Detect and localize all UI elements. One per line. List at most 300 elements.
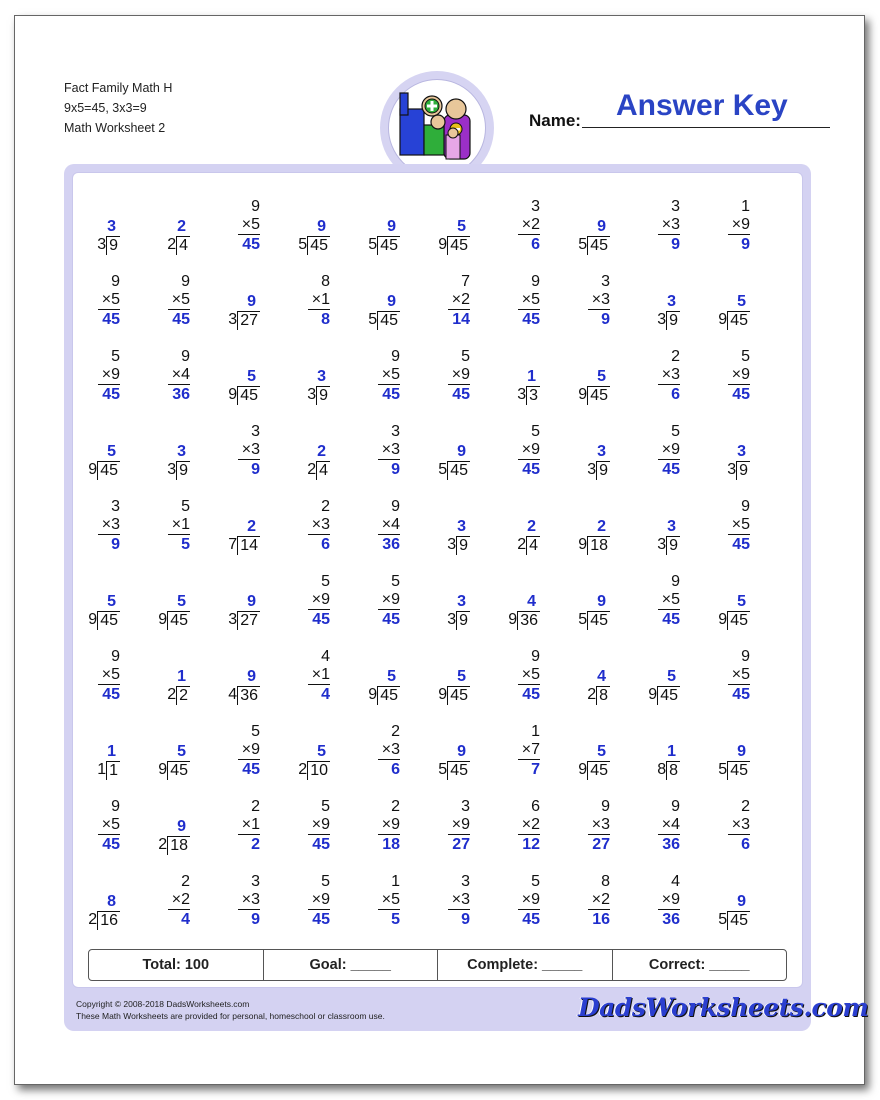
division-bracket [727, 461, 750, 480]
division-problem [566, 648, 626, 718]
product-answer: 4 [181, 911, 190, 928]
division-bracket [517, 536, 540, 555]
factor-bottom: ×3 [308, 516, 330, 535]
multiplication-problem [356, 573, 416, 643]
division-bracket [88, 461, 120, 480]
division-problem [286, 198, 346, 268]
dividend: 45 [377, 311, 400, 330]
product-answer: 27 [592, 836, 610, 853]
division-bracket [648, 686, 680, 705]
dividend: 14 [237, 536, 260, 555]
dividend: 9 [106, 236, 120, 255]
divisor: 9 [578, 761, 588, 778]
product-answer: 45 [452, 386, 470, 403]
multiplication-problem [76, 648, 136, 718]
factor-bottom: ×5 [518, 291, 540, 310]
dividend: 18 [587, 536, 610, 555]
product-answer: 45 [102, 386, 120, 403]
division-problem [76, 423, 136, 493]
dividend: 9 [456, 611, 470, 630]
quotient-answer: 9 [177, 818, 186, 835]
dividend: 45 [657, 686, 680, 705]
quotient-answer: 4 [597, 668, 606, 685]
dividend: 16 [97, 911, 120, 930]
divisor: 9 [648, 686, 658, 703]
division-bracket [587, 461, 610, 480]
division-bracket [88, 911, 120, 930]
division-problem [426, 498, 486, 568]
factor-bottom: ×3 [658, 216, 680, 235]
factor-bottom: ×3 [588, 291, 610, 310]
factor-top: 9 [111, 273, 120, 290]
division-bracket [298, 761, 330, 780]
product-answer: 9 [741, 236, 750, 253]
division-problem [706, 273, 766, 343]
division-problem [146, 198, 206, 268]
goal-cell: Goal: _____ [264, 950, 439, 980]
dividend: 45 [727, 761, 750, 780]
dividend: 9 [666, 536, 680, 555]
copyright-text: Copyright © 2008-2018 DadsWorksheets.com [76, 999, 250, 1009]
product-answer: 9 [601, 311, 610, 328]
division-problem [566, 573, 626, 643]
division-bracket [368, 311, 400, 330]
divisor: 1 [97, 761, 107, 778]
factor-bottom: ×5 [728, 516, 750, 535]
multiplication-problem [636, 423, 696, 493]
factor-bottom: ×9 [518, 891, 540, 910]
division-problem [706, 723, 766, 793]
product-answer: 45 [312, 836, 330, 853]
factor-bottom: ×7 [518, 741, 540, 760]
factor-bottom: ×3 [588, 816, 610, 835]
division-problem [496, 348, 556, 418]
division-bracket [158, 761, 190, 780]
divisor: 5 [368, 236, 378, 253]
dividend: 10 [307, 761, 330, 780]
product-answer: 45 [662, 611, 680, 628]
quotient-answer: 1 [527, 368, 536, 385]
division-bracket [447, 611, 470, 630]
division-bracket [578, 611, 610, 630]
divisor: 5 [578, 236, 588, 253]
divisor: 9 [718, 311, 728, 328]
division-problem [356, 198, 416, 268]
divisor: 3 [167, 461, 177, 478]
factor-top: 9 [111, 648, 120, 665]
multiplication-problem [356, 423, 416, 493]
factor-bottom: ×5 [98, 816, 120, 835]
quotient-answer: 9 [597, 218, 606, 235]
quotient-answer: 3 [317, 368, 326, 385]
division-problem [426, 573, 486, 643]
quotient-answer: 3 [177, 443, 186, 460]
division-bracket [657, 311, 680, 330]
quotient-answer: 5 [177, 593, 186, 610]
product-answer: 45 [732, 686, 750, 703]
factor-top: 5 [321, 798, 330, 815]
product-answer: 9 [251, 911, 260, 928]
dividend: 45 [447, 461, 470, 480]
dividend: 45 [447, 761, 470, 780]
dividend: 45 [377, 686, 400, 705]
division-problem [146, 798, 206, 868]
divisor: 3 [97, 236, 107, 253]
factor-top: 9 [741, 648, 750, 665]
factor-bottom: ×3 [728, 816, 750, 835]
quotient-answer: 4 [527, 593, 536, 610]
quotient-answer: 9 [597, 593, 606, 610]
division-bracket [368, 686, 400, 705]
division-bracket [158, 836, 190, 855]
dividend: 27 [237, 611, 260, 630]
product-answer: 45 [522, 911, 540, 928]
product-answer: 36 [382, 536, 400, 553]
factor-top: 5 [111, 348, 120, 365]
divisor: 3 [228, 611, 238, 628]
multiplication-problem [636, 198, 696, 268]
factor-top: 2 [391, 723, 400, 740]
multiplication-problem [496, 648, 556, 718]
multiplication-problem [286, 573, 346, 643]
divisor: 5 [438, 761, 448, 778]
factor-bottom: ×3 [378, 441, 400, 460]
divisor: 2 [158, 836, 168, 853]
multiplication-problem [356, 798, 416, 868]
multiplication-problem [146, 498, 206, 568]
dividend: 27 [237, 311, 260, 330]
factor-bottom: ×9 [98, 366, 120, 385]
multiplication-problem [286, 873, 346, 943]
product-answer: 27 [452, 836, 470, 853]
factor-bottom: ×3 [238, 441, 260, 460]
divisor: 2 [517, 536, 527, 553]
factor-top: 9 [671, 573, 680, 590]
factor-top: 8 [321, 273, 330, 290]
division-bracket [578, 236, 610, 255]
factor-top: 9 [391, 348, 400, 365]
dividend: 45 [447, 686, 470, 705]
product-answer: 45 [312, 911, 330, 928]
product-answer: 6 [321, 536, 330, 553]
quotient-answer: 8 [107, 893, 116, 910]
multiplication-problem [216, 423, 276, 493]
dividend: 45 [587, 611, 610, 630]
division-problem [216, 498, 276, 568]
product-answer: 45 [242, 236, 260, 253]
product-answer: 45 [242, 761, 260, 778]
division-problem [76, 873, 136, 943]
factor-bottom: ×2 [448, 291, 470, 310]
multiplication-problem [426, 798, 486, 868]
multiplication-problem [356, 873, 416, 943]
factor-bottom: ×5 [378, 891, 400, 910]
brand-logo: DadsWorksheets.com [578, 993, 869, 1022]
multiplication-problem [76, 273, 136, 343]
division-problem [426, 423, 486, 493]
division-bracket [228, 611, 260, 630]
division-bracket [167, 686, 190, 705]
product-answer: 45 [522, 311, 540, 328]
product-answer: 9 [671, 236, 680, 253]
quotient-answer: 9 [457, 443, 466, 460]
division-problem [706, 873, 766, 943]
product-answer: 12 [522, 836, 540, 853]
factor-bottom: ×9 [308, 891, 330, 910]
multiplication-problem [706, 498, 766, 568]
factor-top: 7 [461, 273, 470, 290]
quotient-answer: 1 [667, 743, 676, 760]
factor-bottom: ×5 [238, 216, 260, 235]
divisor: 3 [447, 611, 457, 628]
factor-bottom: ×4 [168, 366, 190, 385]
copyright-block [76, 998, 385, 1022]
division-bracket [158, 611, 190, 630]
multiplication-problem [566, 798, 626, 868]
quotient-answer: 3 [457, 593, 466, 610]
multiplication-problem [636, 348, 696, 418]
factor-bottom: ×2 [518, 816, 540, 835]
divisor: 3 [307, 386, 317, 403]
product-answer: 45 [732, 386, 750, 403]
division-problem [426, 198, 486, 268]
multiplication-problem [496, 273, 556, 343]
division-problem [426, 648, 486, 718]
product-answer: 9 [251, 461, 260, 478]
factor-bottom: ×1 [168, 516, 190, 535]
multiplication-problem [706, 648, 766, 718]
division-bracket [167, 461, 190, 480]
division-problem [356, 648, 416, 718]
division-problem [286, 423, 346, 493]
quotient-answer: 5 [317, 743, 326, 760]
multiplication-problem [76, 498, 136, 568]
dividend: 4 [316, 461, 330, 480]
factor-bottom: ×9 [518, 441, 540, 460]
factor-top: 3 [531, 198, 540, 215]
factor-top: 2 [251, 798, 260, 815]
dividend: 45 [447, 236, 470, 255]
quotient-answer: 5 [597, 743, 606, 760]
division-bracket [88, 611, 120, 630]
multiplication-problem [426, 273, 486, 343]
factor-bottom: ×5 [728, 666, 750, 685]
divisor: 5 [718, 761, 728, 778]
factor-top: 5 [321, 873, 330, 890]
division-bracket [718, 911, 750, 930]
divisor: 3 [657, 536, 667, 553]
product-answer: 45 [732, 536, 750, 553]
multiplication-problem [286, 798, 346, 868]
product-answer: 45 [172, 311, 190, 328]
product-answer: 45 [522, 461, 540, 478]
divisor: 3 [447, 536, 457, 553]
divisor: 9 [578, 536, 588, 553]
factor-top: 3 [461, 798, 470, 815]
factor-top: 9 [111, 798, 120, 815]
division-problem [496, 573, 556, 643]
dividend: 8 [596, 686, 610, 705]
complete-cell: Complete: _____ [438, 950, 613, 980]
division-problem [76, 723, 136, 793]
divisor: 9 [228, 386, 238, 403]
multiplication-problem [146, 273, 206, 343]
dividend: 9 [176, 461, 190, 480]
totals-bar [88, 949, 787, 981]
divisor: 5 [368, 311, 378, 328]
divisor: 5 [578, 611, 588, 628]
factor-top: 2 [391, 798, 400, 815]
dividend: 45 [307, 236, 330, 255]
multiplication-problem [146, 348, 206, 418]
divisor: 3 [587, 461, 597, 478]
factor-bottom: ×9 [308, 816, 330, 835]
dividend: 8 [666, 761, 680, 780]
multiplication-problem [706, 798, 766, 868]
division-problem [216, 573, 276, 643]
product-answer: 9 [391, 461, 400, 478]
worksheet-number: Math Worksheet 2 [64, 121, 166, 135]
product-answer: 4 [321, 686, 330, 703]
product-answer: 6 [391, 761, 400, 778]
divisor: 2 [167, 236, 177, 253]
quotient-answer: 9 [737, 893, 746, 910]
division-bracket [578, 761, 610, 780]
factor-bottom: ×9 [238, 741, 260, 760]
multiplication-problem [146, 873, 206, 943]
multiplication-problem [76, 348, 136, 418]
dividend: 45 [727, 311, 750, 330]
factor-bottom: ×9 [658, 891, 680, 910]
division-problem [636, 498, 696, 568]
division-problem [216, 348, 276, 418]
dividend: 9 [316, 386, 330, 405]
factor-bottom: ×3 [378, 741, 400, 760]
divisor: 2 [298, 761, 308, 778]
factor-top: 3 [671, 198, 680, 215]
multiplication-problem [356, 723, 416, 793]
quotient-answer: 5 [247, 368, 256, 385]
divisor: 2 [307, 461, 317, 478]
divisor: 7 [228, 536, 238, 553]
quotient-answer: 3 [457, 518, 466, 535]
quotient-answer: 3 [737, 443, 746, 460]
factor-bottom: ×2 [168, 891, 190, 910]
product-answer: 45 [522, 686, 540, 703]
division-bracket [718, 311, 750, 330]
factor-top: 9 [181, 273, 190, 290]
factor-top: 5 [391, 573, 400, 590]
factor-bottom: ×9 [658, 441, 680, 460]
quotient-answer: 2 [247, 518, 256, 535]
division-bracket [97, 761, 120, 780]
factor-bottom: ×2 [518, 216, 540, 235]
factor-top: 5 [531, 873, 540, 890]
product-answer: 6 [531, 236, 540, 253]
division-problem [146, 423, 206, 493]
division-problem [566, 348, 626, 418]
division-problem [566, 723, 626, 793]
product-answer: 36 [662, 836, 680, 853]
factor-bottom: ×9 [378, 591, 400, 610]
quotient-answer: 5 [737, 293, 746, 310]
multiplication-problem [286, 648, 346, 718]
division-bracket [438, 686, 470, 705]
dividend: 45 [237, 386, 260, 405]
division-problem [636, 648, 696, 718]
division-problem [76, 573, 136, 643]
divisor: 9 [508, 611, 518, 628]
division-bracket [228, 386, 260, 405]
multiplication-problem [216, 873, 276, 943]
quotient-answer: 3 [107, 218, 116, 235]
multiplication-problem [496, 423, 556, 493]
multiplication-problem [636, 873, 696, 943]
factor-top: 1 [391, 873, 400, 890]
dividend: 45 [97, 461, 120, 480]
quotient-answer: 9 [387, 293, 396, 310]
division-problem [286, 723, 346, 793]
divisor: 5 [718, 911, 728, 928]
quotient-answer: 5 [107, 593, 116, 610]
divisor: 5 [298, 236, 308, 253]
divisor: 2 [88, 911, 98, 928]
dividend: 45 [587, 236, 610, 255]
division-bracket [228, 536, 260, 555]
quotient-answer: 2 [177, 218, 186, 235]
factor-bottom: ×3 [238, 891, 260, 910]
division-problem [496, 498, 556, 568]
product-answer: 45 [382, 611, 400, 628]
factor-top: 4 [671, 873, 680, 890]
multiplication-problem [636, 573, 696, 643]
quotient-answer: 5 [737, 593, 746, 610]
multiplication-problem [216, 798, 276, 868]
multiplication-problem [566, 273, 626, 343]
factor-top: 9 [391, 498, 400, 515]
dividend: 36 [237, 686, 260, 705]
dividend: 45 [167, 761, 190, 780]
multiplication-problem [496, 873, 556, 943]
factor-top: 5 [461, 348, 470, 365]
division-problem [566, 423, 626, 493]
factor-top: 2 [671, 348, 680, 365]
factor-top: 9 [741, 498, 750, 515]
multiplication-problem [216, 198, 276, 268]
factor-top: 9 [531, 648, 540, 665]
quotient-answer: 2 [597, 518, 606, 535]
division-problem [636, 273, 696, 343]
division-problem [146, 723, 206, 793]
factor-bottom: ×3 [448, 891, 470, 910]
factor-bottom: ×9 [448, 366, 470, 385]
divisor: 9 [88, 611, 98, 628]
divisor: 9 [718, 611, 728, 628]
division-bracket [307, 461, 330, 480]
product-answer: 16 [592, 911, 610, 928]
division-problem [566, 498, 626, 568]
multiplication-problem [286, 273, 346, 343]
multiplication-problem [706, 198, 766, 268]
divisor: 9 [368, 686, 378, 703]
division-bracket [657, 536, 680, 555]
product-answer: 8 [321, 311, 330, 328]
multiplication-problem [496, 798, 556, 868]
quotient-answer: 2 [317, 443, 326, 460]
factor-bottom: ×9 [728, 216, 750, 235]
dividend: 1 [106, 761, 120, 780]
factor-top: 3 [251, 873, 260, 890]
